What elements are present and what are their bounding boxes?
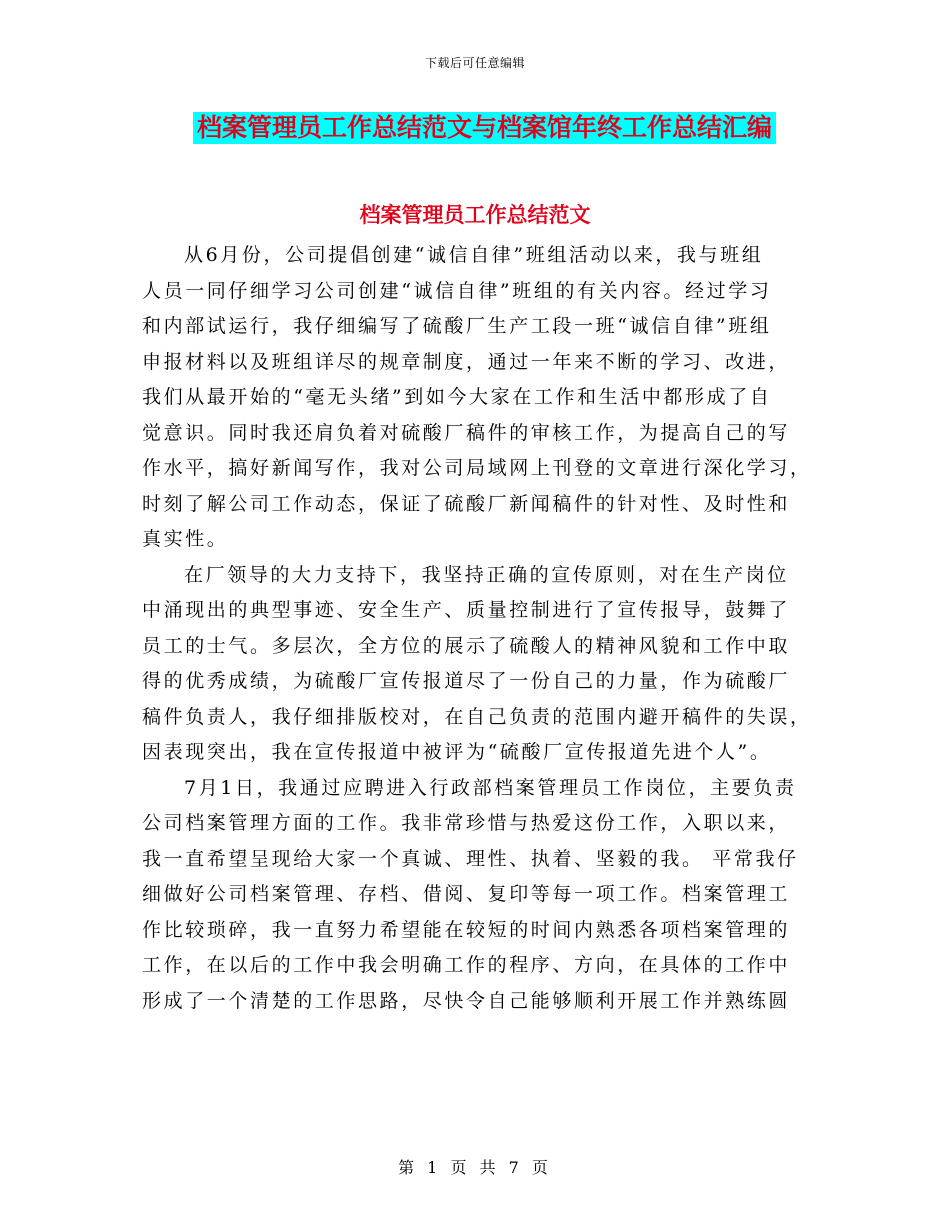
header-note: 下载后可任意编辑 bbox=[424, 56, 525, 70]
text-line: 稿件负责人，我仔细排版校对，在自己负责的范围内避开稿件的失误， bbox=[142, 705, 812, 728]
text-line: 中涌现出的典型事迹、安全生产、质量控制进行了宣传报导，鼓舞了 bbox=[142, 599, 791, 621]
text-line: 从6月份，公司提倡创建“诚信自律”班组活动以来，我与班组 bbox=[184, 244, 764, 266]
paragraph-3 bbox=[142, 771, 810, 1020]
text-line: 申报材料以及班组详尽的规章制度，通过一年来不断的学习、改进， bbox=[142, 350, 791, 373]
text-line: 得的优秀成绩，为硫酸厂宣传报道尽了一份自己的力量，作为硫酸厂 bbox=[142, 670, 791, 692]
text-line: 因表现突出，我在宣传报道中被评为“硫酸厂宣传报道先进个人”。 bbox=[142, 741, 772, 763]
text-line: 公司档案管理方面的工作。我非常珍惜与热爱这份工作，入职以来， bbox=[142, 812, 791, 834]
text-line: 觉意识。同时我还肩负着对硫酸厂稿件的审核工作，为提高自己的写 bbox=[142, 421, 791, 444]
document-body bbox=[142, 238, 810, 1019]
text-line: 工作，在以后的工作中我会明确工作的程序、方向，在具体的工作中 bbox=[142, 954, 791, 976]
page-number-footer: 第 1 页 共 7 页 bbox=[398, 1158, 552, 1177]
text-line: 细做好公司档案管理、存档、借阅、复印等每一项工作。档案管理工 bbox=[142, 883, 791, 905]
text-line: 员工的士气。多层次，全方位的展示了硫酸人的精神风貌和工作中取 bbox=[142, 634, 791, 657]
section-title: 档案管理员工作总结范文 bbox=[359, 203, 591, 227]
text-line: 人员一同仔细学习公司创建“诚信自律”班组的有关内容。经过学习 bbox=[142, 279, 772, 302]
text-line: 我们从最开始的“毫无头绪”到如今大家在工作和生活中都形成了自 bbox=[142, 386, 772, 408]
text-line: 在厂领导的大力支持下，我坚持正确的宣传原则，对在生产岗位 bbox=[184, 563, 789, 586]
text-line: 时刻了解公司工作动态，保证了硫酸厂新闻稿件的针对性、及时性和 bbox=[142, 492, 791, 515]
paragraph-2 bbox=[142, 558, 810, 771]
paragraph-1 bbox=[142, 238, 810, 558]
text-line: 形成了一个清楚的工作思路，尽快令自己能够顺利开展工作并熟练圆 bbox=[142, 989, 791, 1012]
text-line: 真实性。 bbox=[142, 528, 229, 550]
text-line: 我一直希望呈现给大家一个真诚、理性、执着、坚毅的我。 平常我仔 bbox=[142, 847, 799, 870]
text-line: 7月1日，我通过应聘进入行政部档案管理员工作岗位，主要负责 bbox=[184, 776, 797, 799]
text-line: 和内部试运行，我仔细编写了硫酸厂生产工段一班“诚信自律”班组 bbox=[142, 315, 772, 337]
text-line: 作比较琐碎，我一直努力希望能在较短的时间内熟悉各项档案管理的 bbox=[142, 918, 791, 941]
text-line: 作水平，搞好新闻写作，我对公司局域网上刊登的文章进行深化学习， bbox=[142, 457, 812, 479]
document-title: 档案管理员工作总结范文与档案馆年终工作总结汇编 bbox=[193, 112, 776, 144]
